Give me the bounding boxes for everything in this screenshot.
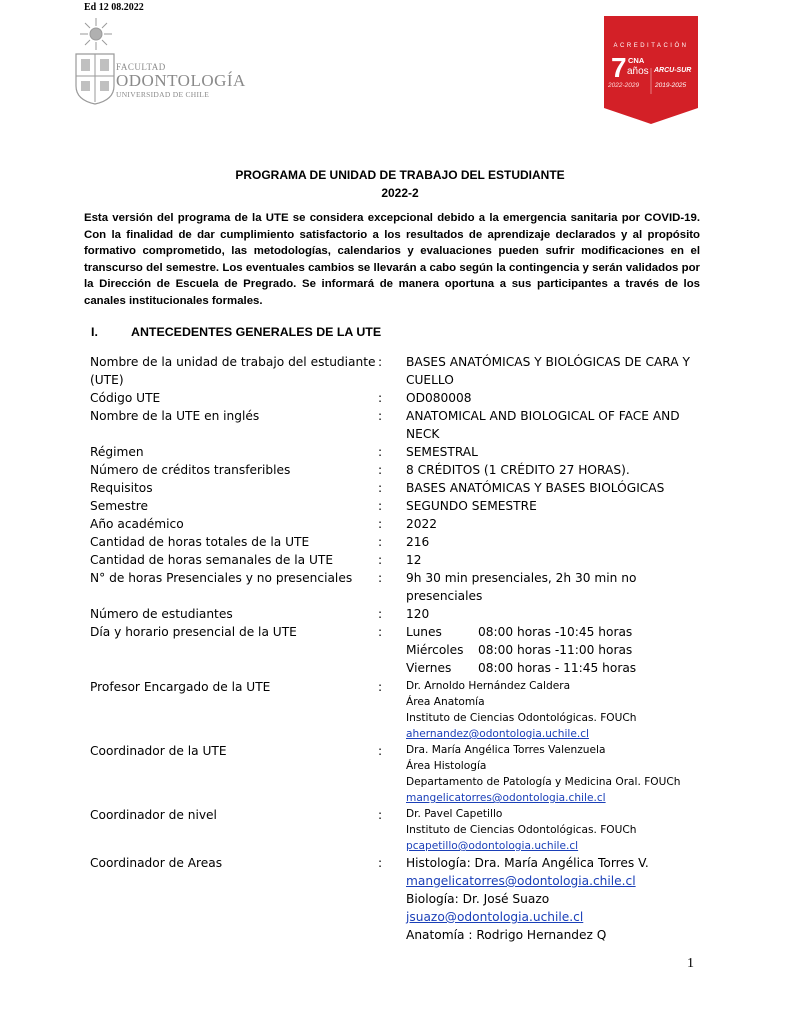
row-label: Número de estudiantes bbox=[90, 607, 233, 621]
section-heading bbox=[91, 325, 381, 339]
row-label: Código UTE bbox=[90, 391, 161, 405]
row-colon: : bbox=[378, 535, 383, 549]
badge-cna: CNA bbox=[628, 56, 645, 65]
nivel-email-link[interactable]: pcapetillo@odontologia.uchile.cl bbox=[406, 840, 579, 852]
info-row bbox=[90, 461, 710, 479]
profesor-email-link[interactable]: ahernandez@odontologia.uchile.cl bbox=[406, 728, 589, 740]
row-colon: : bbox=[378, 463, 383, 477]
schedule-entry bbox=[406, 641, 706, 659]
info-row bbox=[90, 443, 710, 461]
row-value: 2022 bbox=[406, 517, 438, 531]
row-colon: : bbox=[378, 680, 383, 694]
row-colon: : bbox=[378, 481, 383, 495]
schedule-entry bbox=[406, 659, 706, 677]
row-colon: : bbox=[378, 355, 383, 369]
row-colon: : bbox=[378, 517, 383, 531]
profesor-area: Área Anatomía bbox=[406, 696, 485, 708]
row-value bbox=[406, 806, 706, 854]
coordinador-area: Área Histología bbox=[406, 760, 487, 772]
row-colon: : bbox=[378, 445, 383, 459]
row-label: Régimen bbox=[90, 445, 144, 459]
profesor-institute: Instituto de Ciencias Odontológicas. FOUCh bbox=[406, 712, 637, 724]
info-row bbox=[90, 479, 710, 497]
row-label: Nombre de la UTE en inglés bbox=[90, 409, 260, 423]
row-value: ANATOMICAL AND BIOLOGICAL OF FACE AND NECK bbox=[406, 409, 680, 441]
document-period: 2022-2 bbox=[381, 186, 419, 200]
row-colon: : bbox=[378, 607, 383, 621]
areas-row bbox=[90, 854, 710, 944]
row-label: Día y horario presencial de la UTE bbox=[90, 625, 297, 639]
row-colon: : bbox=[378, 744, 383, 758]
row-value: BASES ANATÓMICAS Y BIOLÓGICAS DE CARA Y CUELLO bbox=[406, 355, 690, 387]
info-row bbox=[90, 407, 710, 443]
schedule-time: 08:00 horas - 11:45 horas bbox=[478, 661, 637, 675]
accreditation-badge bbox=[604, 16, 698, 126]
row-colon: : bbox=[378, 553, 383, 567]
histologia-email-link[interactable]: mangelicatorres@odontologia.chile.cl bbox=[406, 874, 636, 888]
edition-label: Ed 12 08.2022 bbox=[84, 2, 144, 13]
info-row bbox=[90, 533, 710, 551]
info-row bbox=[90, 605, 710, 623]
row-label: Profesor Encargado de la UTE bbox=[90, 680, 271, 694]
info-row bbox=[90, 353, 710, 389]
badge-cna-period: 2022-2029 bbox=[608, 82, 640, 89]
badge-arcu-period: 2019-2025 bbox=[655, 82, 687, 89]
row-colon: : bbox=[378, 808, 383, 822]
badge-arcu: ARCU-SUR bbox=[654, 67, 692, 74]
schedule-entry bbox=[406, 623, 706, 641]
profesor-name: Dr. Arnoldo Hernández Caldera bbox=[406, 680, 571, 692]
row-label: Nombre de la unidad de trabajo del estudiante (UTE) bbox=[90, 355, 376, 387]
nivel-name: Dr. Pavel Capetillo bbox=[406, 808, 503, 820]
row-label: Coordinador de la UTE bbox=[90, 744, 227, 758]
row-value: 120 bbox=[406, 607, 430, 621]
coordinador-email-link[interactable]: mangelicatorres@odontologia.chile.cl bbox=[406, 792, 606, 804]
row-value: SEGUNDO SEMESTRE bbox=[406, 499, 537, 513]
row-value: SEMESTRAL bbox=[406, 445, 478, 459]
area-histologia: Histología: Dra. María Angélica Torres V. bbox=[406, 856, 649, 870]
row-label: Año académico bbox=[90, 517, 184, 531]
biologia-email-link[interactable]: jsuazo@odontologia.uchile.cl bbox=[406, 910, 584, 924]
logo-university-text: UNIVERSIDAD DE CHILE bbox=[116, 90, 210, 99]
coordinador-name: Dra. María Angélica Torres Valenzuela bbox=[406, 744, 606, 756]
row-value: 12 bbox=[406, 553, 422, 567]
schedule-day: Lunes bbox=[406, 625, 442, 639]
badge-anos: años bbox=[627, 66, 649, 77]
document-title: PROGRAMA DE UNIDAD DE TRABAJO DEL ESTUDIANTE bbox=[235, 168, 565, 182]
nivel-row bbox=[90, 806, 710, 854]
badge-years: 7 bbox=[611, 52, 627, 83]
row-value: 8 CRÉDITOS (1 CRÉDITO 27 HORAS). bbox=[406, 463, 630, 477]
row-colon: : bbox=[378, 856, 383, 870]
row-value bbox=[406, 854, 706, 944]
schedule-time: 08:00 horas -10:45 horas bbox=[478, 625, 633, 639]
intro-paragraph: Esta versión del programa de la UTE se considera excepcional debido a la emergencia sanitaria por COVID-19. Con la finalidad de dar cumplimiento satisfactorio a los resultados de aprendizaje declarados y al propósito formativo comprometido, las metodologías, calendarios y evaluaciones pueden sufrir modificaciones en el transcurso del semestre. Los eventuales cambios se llevarán a cabo según la contingencia y serán validados por la Dirección de Escuela de Pregrado. Se informará de manera oportuna a sus participantes a través de los canales institucionales formales. bbox=[84, 212, 700, 307]
row-label: Coordinador de Areas bbox=[90, 856, 223, 870]
page-number: 1 bbox=[687, 956, 694, 971]
coordinador-dept: Departamento de Patología y Medicina Oral. FOUCh bbox=[406, 776, 681, 788]
info-row bbox=[90, 515, 710, 533]
info-row bbox=[90, 551, 710, 569]
row-colon: : bbox=[378, 409, 383, 423]
logo-faculty-text: FACULTAD bbox=[116, 62, 166, 72]
section-title: ANTECEDENTES GENERALES DE LA UTE bbox=[131, 325, 382, 339]
info-row bbox=[90, 389, 710, 407]
row-label: N° de horas Presenciales y no presenciales bbox=[90, 571, 353, 585]
logo-faculty-name: ODONTOLOGÍA bbox=[116, 71, 246, 90]
row-value bbox=[406, 678, 706, 742]
row-colon: : bbox=[378, 391, 383, 405]
row-value: BASES ANATÓMICAS Y BASES BIOLÓGICAS bbox=[406, 481, 665, 495]
area-anatomia: Anatomía : Rodrigo Hernandez Q bbox=[406, 928, 607, 942]
faculty-logo bbox=[70, 16, 246, 106]
area-biologia: Biología: Dr. José Suazo bbox=[406, 892, 550, 906]
row-label: Requisitos bbox=[90, 481, 153, 495]
row-colon: : bbox=[378, 571, 383, 585]
coordinador-row bbox=[90, 742, 710, 806]
row-label: Número de créditos transferibles bbox=[90, 463, 291, 477]
info-row bbox=[90, 569, 710, 605]
nivel-institute: Instituto de Ciencias Odontológicas. FOUCh bbox=[406, 824, 637, 836]
schedule-day: Miércoles bbox=[406, 643, 464, 657]
row-colon: : bbox=[378, 499, 383, 513]
row-label: Cantidad de horas totales de la UTE bbox=[90, 535, 310, 549]
row-colon: : bbox=[378, 625, 383, 639]
row-value: 216 bbox=[406, 535, 430, 549]
row-value bbox=[406, 742, 706, 806]
row-label: Coordinador de nivel bbox=[90, 808, 217, 822]
university-crest-icon bbox=[70, 16, 116, 106]
row-value: OD080008 bbox=[406, 391, 472, 405]
row-value bbox=[406, 623, 706, 677]
schedule-day: Viernes bbox=[406, 661, 452, 675]
general-info-table bbox=[90, 353, 710, 944]
row-value: 9h 30 min presenciales, 2h 30 min no presenciales bbox=[406, 571, 637, 603]
section-number: I. bbox=[91, 325, 98, 339]
schedule-time: 08:00 horas -11:00 horas bbox=[478, 643, 633, 657]
schedule-row bbox=[90, 623, 710, 677]
badge-acreditacion-text: ACREDITACIÓN bbox=[613, 43, 689, 49]
row-label: Cantidad de horas semanales de la UTE bbox=[90, 553, 334, 567]
profesor-row bbox=[90, 678, 710, 742]
row-label: Semestre bbox=[90, 499, 148, 513]
info-row bbox=[90, 497, 710, 515]
